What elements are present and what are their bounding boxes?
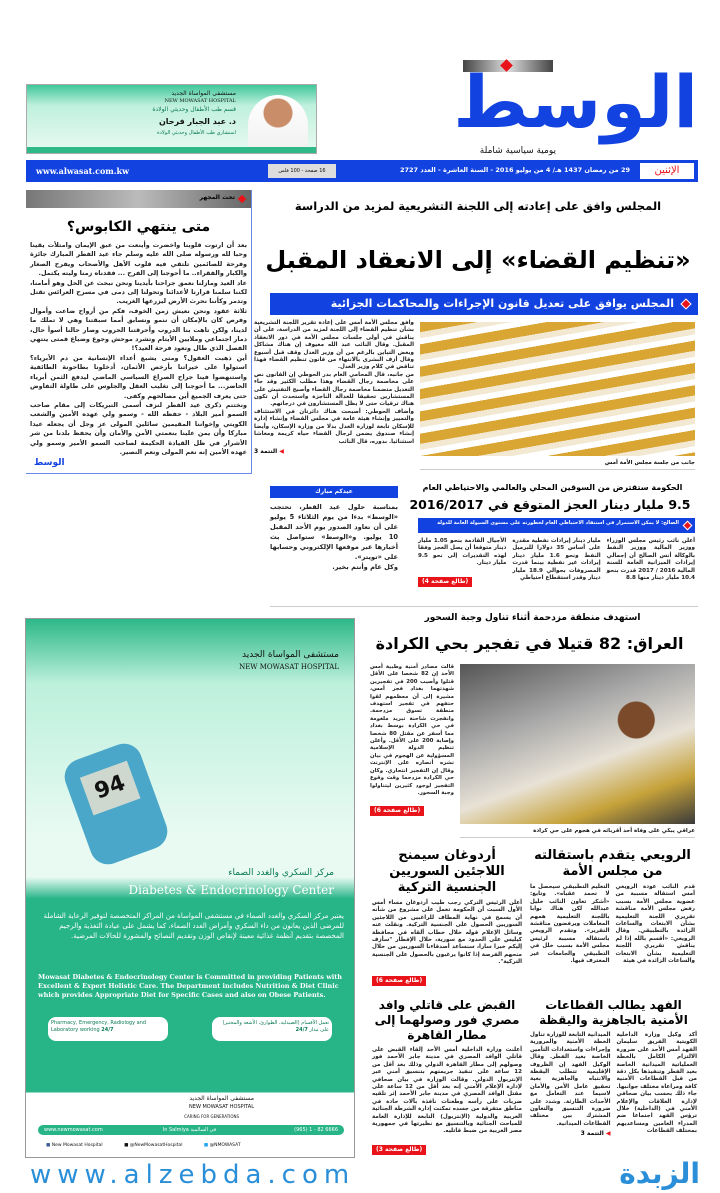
- top-ad[interactable]: مستشفى المواساة الجديد NEW MOWASAT HOSPITAL قسم طب الأطفال وحديثي الولادة د. عبد الجبار فرحان استشاري طب الأطفال وحديثي الولادة: [26, 84, 317, 154]
- erdogan-headline[interactable]: أردوغان سيمنح اللاجئين السوريين الجنسية التركية: [389, 848, 505, 895]
- lead-kicker: المجلس وافق على إعادته إلى اللجنة التشريعية لمزيد من الدراسة: [294, 199, 662, 213]
- qabd-headline[interactable]: القبض على قاتلي وافد مصري فور وصولهما إلى مطار القاهرة: [374, 998, 520, 1042]
- diamond-icon: [680, 298, 691, 309]
- budget-body: أعلن نائب رئيس مجلس الوزراء ووزير المالية ووزير النفط بالوكالة أنس الصالح أن إجمالي إيرادات الميزانية العامة للسنة المالية 2016 / 2017 قدرت بنحو 10.4 مليار دينار منها 8.8 مليار دينار إيرادات نفطية مقدرة على أساس 35 دولارا للبرميل النفط ونحو 1.6 مليار دينار إيرادات غير نفطية بينما قدرت المصروفات بحوالي 18.9 مليار دينار وقدر استقطاع احتياطي الأجيال القادمة بنحو 1.05 مليار دينار متوقعا أن يصل العجز وفقا لهذه التقديرات إلى نحو 9.5 مليار دينار. (طالع صفحة 4): [418, 538, 695, 585]
- iraq-photo: [460, 664, 695, 824]
- masthead-tagline: يومية سياسية شاملة: [479, 146, 556, 156]
- lead-body: وافق مجلس الأمة أمس على إعادة تقرير اللجنة التشريعية بشأن تنظيم القضاء إلى اللجنة لمزيد من الدراسة، على أن يناقش في أولى جلسات مجلس الأمة في دور الانعقاد المقبل. وقال النائب عبد الله معيوف إن هناك مشاكل وبعض التباين بالرغم من أن وزير العدل وقف قبل أسبوع وقال أزف البشرى بالانتهاء من قانون تنظيم القضاء فهذا تناقض في كلام وزير العدل. من جانبه، قال المحامي العام بدر الحوطي إن القانون نص على مخاصمة رجال القضاء وهذا مطلب الكثير وقد جاء التعديل متضمنا مخاصمة رجال القضاء وأصبح التفتيش على المستشارين تحقيقا للعدالة الناجزة واستحدث أن تكون هناك ترقيات حتى لا يظل المستشارون في درجاتهم. وأضاف الحوطي: أصبحت هناك دائرتان في الاستئناف والتمييز وإنشاء هيئة عامة في مجلس القضاء وإنشاء إدارة للإسكان تابعة لوزارة العدل بدلا من وزارة الإسكان، وأيضا إنشاء صندوق يضمن لرجال القضاء حياة كريمة ومعاشا استثنائيا. بدوره، قال النائب ◀ التتمة 3: [254, 320, 414, 455]
- photo-caption: جانب من جلسة مجلس الأمة أمس: [420, 458, 695, 470]
- iraq-body: قالت مصادر أمنية وطبية أمس الأحد إن 82 شخصا على الأقل قتلوا وأصيب 200 في تفجيرين شهدتهما بغداد فجر أمس، مشيرة إلى أن معظمهم لقوا حتفهم في تفجير استهدف منطقة تسوق مزدحمة. وانفجرت شاحنة تبريد ملغومة في حي الكرادة بوسط بغداد مما أسفر عن مقتل 80 شخصا وإصابة 200 على الأقل. وأعلن تنظيم الدولة الإسلامية المسؤولية عن الهجوم في بيان نشره أنصاره على الإنترنت وقال إن التفجير انتحاري. وكان حي الكرادة مزدحما وقت وقوع التفجير لوجود كثيرين ليتناولوا وجبة السحور. (طالع صفحة 6): [370, 664, 455, 815]
- erdogan-story: أردوغان سيمنح اللاجئين السوريين الجنسية التركية أعلن الرئيس التركي رجب طيب أردوغان مساء أمس الأول السبت أن الحكومة تعمل على مشروع من شأنه أن يسمح في نهاية المطاف للراغبين من اللاجئين السوريين الحصول على الجنسية التركية. ونقلت عنه وسائل الإعلام قوله خلال خطاب ألقاه في محافظة كيليس على الحدود مع سورية، خلال الإفطار "سأزف إليكم خبرا سارا، سنساعد أصدقاءنا السوريين من خلال منحهم الفرصة إذا كانوا يرغبون بالحصول على الجنسية التركية". (طالع صفحة 6): [372, 848, 522, 984]
- twitter-icon: ■: [203, 1143, 209, 1148]
- website-link[interactable]: www.alwasat.com.kw: [36, 166, 129, 176]
- lead-headline[interactable]: «تنظيم القضاء» إلى الانعقاد المقبل: [265, 246, 691, 274]
- iraq-kicker: استهدف منطقة مزدحمة أثناء تناول وجبة السحور: [424, 613, 641, 623]
- parliament-photo: [420, 322, 695, 456]
- watermark-url: www.alzebda.com: [30, 1160, 356, 1190]
- signature: الوسط: [34, 458, 65, 469]
- more-link[interactable]: (طالع صفحة 6): [372, 976, 426, 986]
- glucose-meter: 94: [60, 739, 173, 870]
- watermark-logo: الزبدة: [619, 1157, 700, 1190]
- more-link[interactable]: (طالع صفحة 4): [418, 577, 472, 587]
- photo-caption: عراقي يبكي على وفاة أحد أقربائه في هجوم على حي كرادة: [460, 826, 695, 838]
- budget-headline[interactable]: 9.5 مليار دينار العجز المتوقع في 2016/2017: [409, 497, 691, 512]
- day-label: الإثنين: [640, 163, 694, 179]
- more-link[interactable]: (طالع صفحة 6): [370, 806, 424, 816]
- instagram-icon: ■: [124, 1143, 129, 1148]
- more-link[interactable]: (طالع صفحة 3): [372, 1145, 426, 1155]
- facebook-icon: ■: [46, 1143, 51, 1148]
- continued-label[interactable]: ◀ التتمة 3: [254, 447, 284, 455]
- diamond-icon: [238, 195, 246, 203]
- pages-price: 16 صفحة - 100 فلس: [268, 164, 336, 178]
- eid-box: عيدكم مبارك بمناسبة حلول عيد الفطر، تحتجب «الوسط» بدءا من يوم الثلاثاء 5 يوليو على أن تعاود الصدور يوم الأحد المقبل 10 يوليو. و«الوسط» ستواصل بث أخبارها عبر موقعها الإلكتروني وحسابها على «تويتر». وكل عام وأنتم بخير.: [270, 488, 398, 571]
- hospital-ad[interactable]: مستشفى المواساة الجديد NEW MOWASAT HOSPITAL 94 مركز السكري والغدد الصماء Diabetes & Endocrinology Center يعتبر مركز السكري والغدد الصماء في مستشفى المواساة من المراكز المتخصصة لتوفير الرعاية الشاملة للمرضى الذين يعانون من داء السكري وأمراض الغدد الصماء، كما يشمل على عيادة التغذية والرجيم المخصصة بتقديم أنظمة غذائية معينة لإنقاص الوزن وتقديم النصائح والمشورة للحالات المرضية. Mowasat Diabetes & Endocrinology Center is Committed in providing Patients with Excellent & Expert Holistic Care. The Department includes Nutrition & Diet Clinic which provides Appropriate Diet for Specific Cases and also on Obese Patients. Pharmacy, Emergency, Radiology and Laboratory working 24/7 تعمل الأقسام (الصيدلية، الطوارئ، الأشعة والمختبر) على مدار 24/7 مستشفى المواساة الجديد NEW MOWASAT HOSPITAL CARING FOR GENERATIONS www.newmowasat.com In Salmiya في السالمية (965) 1 - 82 6666 ■ New Mowasat Hospital ■ @NewMowasatHospital ■ @NMOWASAT: [25, 618, 355, 1158]
- qabd-story: القبض على قاتلي وافد مصري فور وصولهما إلى مطار القاهرة أعلنت وزارة الداخلية أمس الأحد إلقاء القبض على قاتلي الوافد المصري في مدينة جابر الأحمد فور وصولهم إلى مطار القاهرة الدولي وذلك بعد أقل من 12 ساعة على تنفيذ جريمتهم بتنسيق أمني عبر الإنتربول الدولي. وقالت الوزارة في بيان صحافي لإدارة الإعلام الأمني إنه بعد أقل من 12 ساعة على مقتل الوافد المصري في مدينة جابر الأحمد إثر تلقيه ضربات على رأسه وطعنات نافذة بآلات حادة في مناطق متفرقة من جسده تمكنت إدارة الشرطة الجنائية العربية والدولية (الإنتربول) التابعة للإدارة العامة للمباحث الجنائية وبالتنسيق مع نظيرتها في جمهورية مصر العربية من ضبط قاتليه. (طالع صفحة 3): [372, 998, 522, 1153]
- diamond-icon: [683, 521, 693, 531]
- budget-banner: الصالح: لا يمكن الاستمرار في استنفاد الاحتياطي العام لخطورته على مستوى السيولة العامة للدولة: [418, 518, 695, 533]
- opinion-column: تحت المجهر متى ينتهي الكابوس؟ بعد أن ارتوت قلوبنا واخضرت وأينعت من عبق الإيمان وامتلأت يقينا وحبا لله ورسوله صلى الله عليه وسلم جاء عيد الفطر المبارك جائزة وفرحة للصائمين تلتقي فيه قلوب الأهل والأصحاب ويفرح الصغار والكبار والفقراء.. ما أحوجنا إلى الفرح ... فقدناه زمنا وليته يكتمل. عاد العيد ومازلنا نعمق جراحنا بأيدينا ونحن نبحث عن الحل وهو أمامنا، لكننا سلمنا قرارنا لأعدائنا وتحولنا إلى دمى في مسرح العرائس تقتل وتدمر وكأننا نحرث الأرض ليزرعها الغريب. ثلاثة عقود ونحن نعيش زمن الخوف، فكم من أرواح ضاعت وأموال وفرص كان بالإمكان أن ننمو ونسابق أمما سبقتنا وهي لا تملك ما لدينا، ولكن تاهت بنا الدروب وأحرقتنا الحروب وصار حالنا أسوأ حال، دمار اجتماعي وملايين الأيتام وتشرد موحش وجوع وضياع فمتى ينتهي الفصل الذي طال وتعود فرحة العيد؟! أين ذهبت العقول؟ ومتى يشبع أعداء الإنسانية من دم الأبرياء؟ استولوا على خيراتنا بأرخص الأثمان، أدخلونا بطاحونة الطائفية واستنهضوا فينا جراح الصراع السياسي الماضي ليدفع الثمن أبرياء الحاضر... ما أحوجنا إلى تغليب العقل والجلوس على طاولة التفاوض حتى يعرف الجميع أين مصالحهم وكفى. ونختتم ذكرى عيد الفطر لنزف أسمى التبريكات إلى مقام صاحب السمو أمير البلاد - حفظه الله - وسمو ولي عهده الأمين والشعب الكويتي وإخواننا المقيمين سائلين المولى عز وجل أن يجعله عيدا مباركا وأن يمن علينا بنعمتي الأمن والأمان وأن يحفظ بلدنا من شر الأشرار في ظل القيادة الحكيمة لصاحب السمو الأمير وسمو ولي عهده الأمين إنه نعم المولى ونعم النصير. الوسط: [26, 190, 252, 474]
- column-title: متى ينتهي الكابوس؟: [66, 219, 211, 235]
- iraq-headline[interactable]: العراق: 82 قتيلا في تفجير بحي الكرادة: [375, 634, 684, 653]
- budget-kicker: الحكومة ستقترض من السوقين المحلي والعالمي والاحتياطي العام: [422, 483, 683, 492]
- ruwaie-headline[interactable]: الرويعي يتقدم باستقالته من مجلس الأمة: [534, 848, 691, 879]
- continued-label[interactable]: ◀ التتمة 3: [580, 1130, 611, 1138]
- masthead-logo: الوسط: [453, 60, 698, 144]
- lead-banner: المجلس يوافق على تعديل قانون الإجراءات والمحاكمات الجزائية: [270, 293, 698, 315]
- fahad-headline[interactable]: الفهد يطالب القطاعات الأمنية بالجاهزية واليقظة: [539, 998, 688, 1027]
- ruwaie-story: الرويعي يتقدم باستقالته من مجلس الأمة قدم النائب عودة الرويعي أمس استقالة مسببة من عضوية مجلس الأمة بسبب رفض مجلس الأمة مناقشة تقريري اللجنة التعليمية بشأن الابتعاث والساعات الزائدة بالتطبيقي. وقال الرويعي: «أقسم بالله إذا لم يناقش تقريري اللجنة التعليمية بشأن الابتعاث والساعات الزائدة في هيئة التعليم التطبيقي سيحصل ما لا تحمد عقباه». وتابع: «أشكر تعاون النائب خليل عبدالله لكن هناك نوابا باللجنة التعليمية همهم المعاملات ويرفضون مناقشة التقرير». وتقدم الرويعي باستقالة مسببة لرئيس مجلس الأمة بسبب خلل في التطبيقي والجامعات غير المعترف فيها.: [530, 848, 695, 965]
- fahad-story: الفهد يطالب القطاعات الأمنية بالجاهزية واليقظة أكد وكيل وزارة الداخلية الكويتية الفريق سليمان الفهد أمس الأحد على ضرورة الالتزام الكامل بالخطة العملياتية الميدانية الخاصة بعيد الفطر وتنفيذها بكل دقة من قبل القطاعات الأمنية كافة ومراعاة مختلف جوانبها. جاء ذلك بحسب بيان صحافي لإدارة العلاقات والإعلام الأمني في (الداخلية) خلال ترؤس الفهد اجتماعا ضم المدراء العامين ومساعديهم بمختلف القطاعات الميدانية التابعة للوزارة تناول الخطة الأمنية والمرورية وإجراءات واستعدادات التأمين الخاصة بعيد الفطر. وقال الوكيل الفهد إن الظروف الإقليمية تتطلب اليقظة والانتباه والجاهزية بغية تحقيق عامل الأمن والأمان لاسيما عند التعامل مع الأحداث الطارئة. وشدد على ضرورة التنسيق والتعاون المشترك بين مختلف القطاعات الميدانية. ◀ التتمة 3: [530, 998, 697, 1138]
- issue-date: 29 من رمضان 1437 هـ/ 4 من يوليو 2016 - السنة العاشرة - العدد 2727: [399, 166, 630, 174]
- section-header: تحت المجهر: [26, 190, 251, 208]
- doctor-photo: [248, 95, 308, 154]
